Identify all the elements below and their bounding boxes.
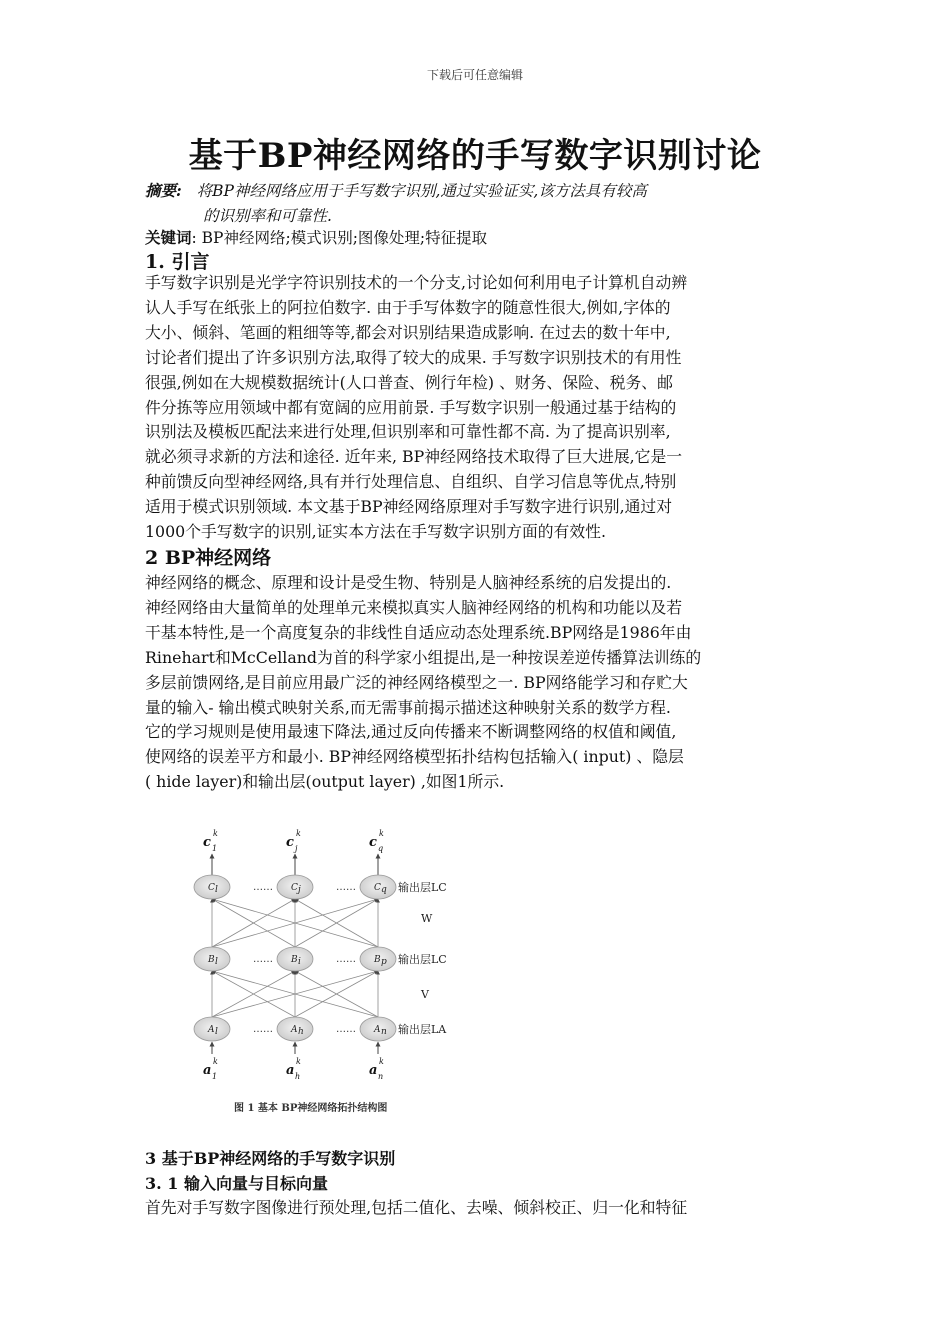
figure-caption: 图 1 基本 BP神经网络拓扑结构图 [234,1103,388,1114]
keywords-text: : BP神经网络;模式识别;图像处理;特征提取 [191,229,488,247]
output-node-label: C [291,883,298,893]
body-line: 多层前馈网络,是目前应用最广泛的神经网络模型之一. BP网络能学习和存贮大 [145,672,688,692]
weight-label: V [421,988,429,1001]
body-line: 大小、倾斜、笔画的粗细等等,都会对识别结果造成影响. 在过去的数十年中, [145,322,671,342]
layer-label: 输出层LC [398,881,447,894]
input-vector-symbol: a [286,1063,295,1078]
layer-label: 输出层LC [398,953,447,966]
body-line: 1000个手写数字的识别,证实本方法在手写数字识别方面的有效性. [145,522,606,542]
hidden-node-label: B [291,955,298,965]
output-vector-symbol: c [203,835,211,850]
output-vector-subscript: j [295,844,298,853]
hidden-node-subscript: p [381,957,387,967]
output-node-label: C [374,883,381,893]
output-vector-superscript: k [213,829,218,838]
section-3-heading: 3 基于BP神经网络的手写数字识别 [145,1149,396,1168]
output-ellipsis: …… [253,882,273,893]
section-3-1-body [145,1196,810,1221]
abstract-line-2: 的识别率和可靠性. [203,207,332,225]
body-line: 种前馈反向型神经网络,具有并行处理信息、自组织、自学习信息等优点,特别 [145,472,677,492]
input-node-label: A [291,1025,298,1035]
body-line: 它的学习规则是使用最速下降法,通过反向传播来不断调整网络的权值和阈值, [145,722,677,742]
body-line: 就必须寻求新的方法和途径. 近年来, BP神经网络技术取得了巨大进展,它是一 [145,447,683,467]
body-line: ( hide layer)和输出层(output layer) ,如图1所示. [145,772,505,792]
input-node-subscript: n [381,1027,387,1037]
body-line: 适用于模式识别领域. 本文基于BP神经网络原理对手写数字进行识别,通过对 [145,497,673,517]
header-note: 下载后可任意编辑 [426,68,523,82]
hidden-node-subscript: l [215,957,218,967]
output-vector-symbol: c [286,835,294,850]
bp-network-figure [188,818,468,1118]
input-vector-superscript: k [213,1057,218,1066]
abstract-label: 摘要: [145,181,182,200]
input-ellipsis: …… [253,1024,273,1035]
output-vector-superscript: k [296,829,301,838]
input-vector-symbol: a [203,1063,212,1078]
body-line: 使网络的误差平方和最小. BP神经网络模型拓扑结构包括输入( input) 、隐层 [145,747,684,767]
output-node-subscript: l [215,885,218,895]
paper-title: 基于BP神经网络的手写数字识别讨论 [188,136,762,176]
section-1-heading: 1. 引言 [145,251,210,273]
output-vector-subscript: q [378,844,384,853]
figure-labels [203,829,447,1081]
body-line: 手写数字识别是光学字符识别技术的一个分支,讨论如何利用电子计算机自动辨 [145,273,688,292]
input-ellipsis: …… [336,1024,356,1035]
input-node-label: A [374,1025,381,1035]
hidden-ellipsis: …… [336,954,356,965]
output-vector-symbol: c [369,835,377,850]
input-vector-symbol: a [369,1063,378,1078]
output-ellipsis: …… [336,882,356,893]
body-line: 神经网络由大量简单的处理单元来模拟真实人脑神经网络的机构和功能以及若 [145,597,683,617]
abstract-line-1: 将BP神经网络应用于手写数字识别,通过实验证实,该方法具有较高 [196,182,647,200]
hidden-node-subscript: i [298,957,301,967]
section-1-body [145,271,810,545]
hidden-node-label: B [208,955,215,965]
body-line: 神经网络的概念、原理和设计是受生物、特别是人脑神经系统的启发提出的. [145,573,672,592]
input-node-label: A [208,1025,215,1035]
hidden-ellipsis: …… [253,954,273,965]
layer-label: 输出层LA [398,1023,447,1036]
input-vector-subscript: n [378,1072,384,1081]
body-line: 讨论者们提出了许多识别方法,取得了较大的成果. 手写数字识别技术的有用性 [145,347,682,367]
body-line: 量的输入- 输出模式映射关系,而无需事前揭示描述这种映射关系的数学方程. [145,697,671,717]
body-line: 首先对手写数字图像进行预处理,包括二值化、去噪、倾斜校正、归一化和特征 [145,1198,688,1217]
body-line: Rinehart和McCelland为首的科学家小组提出,是一种按误差逆传播算法训练的 [145,647,702,667]
body-line: 识别法及模板匹配法来进行处理,但识别率和可靠性都不高. 为了提高识别率, [145,422,671,442]
input-node-subscript: h [298,1027,304,1037]
output-node-subscript: j [298,885,301,895]
keywords-label: 关键词 [145,230,192,247]
weight-label: W [421,912,433,925]
keywords [145,227,810,250]
hidden-node-label: B [374,955,381,965]
body-line: 很强,例如在大规模数据统计(人口普查、例行年检) 、财务、保险、税务、邮 [145,372,673,392]
body-line: 干基本特性,是一个高度复杂的非线性自适应动态处理系统.BP网络是1986年由 [145,622,692,642]
input-vector-subscript: h [295,1072,301,1081]
input-node-subscript: l [215,1027,218,1037]
input-vector-superscript: k [379,1057,384,1066]
body-line: 件分拣等应用领域中都有宽阔的应用前景. 手写数字识别一般通过基于结构的 [145,397,677,417]
section-3-1-heading: 3. 1 输入向量与目标向量 [145,1174,328,1193]
input-vector-superscript: k [296,1057,301,1066]
output-vector-subscript: 1 [212,844,218,853]
output-node-label: C [208,883,215,893]
input-vector-subscript: 1 [212,1072,218,1081]
abstract [145,178,810,229]
output-vector-superscript: k [379,829,384,838]
section-2-body [145,571,810,795]
section-2-heading: 2 BP神经网络 [145,547,272,569]
body-line: 认人手写在纸张上的阿拉伯数字. 由于手写体数字的随意性很大,例如,字体的 [145,297,671,317]
output-node-subscript: q [381,885,387,895]
